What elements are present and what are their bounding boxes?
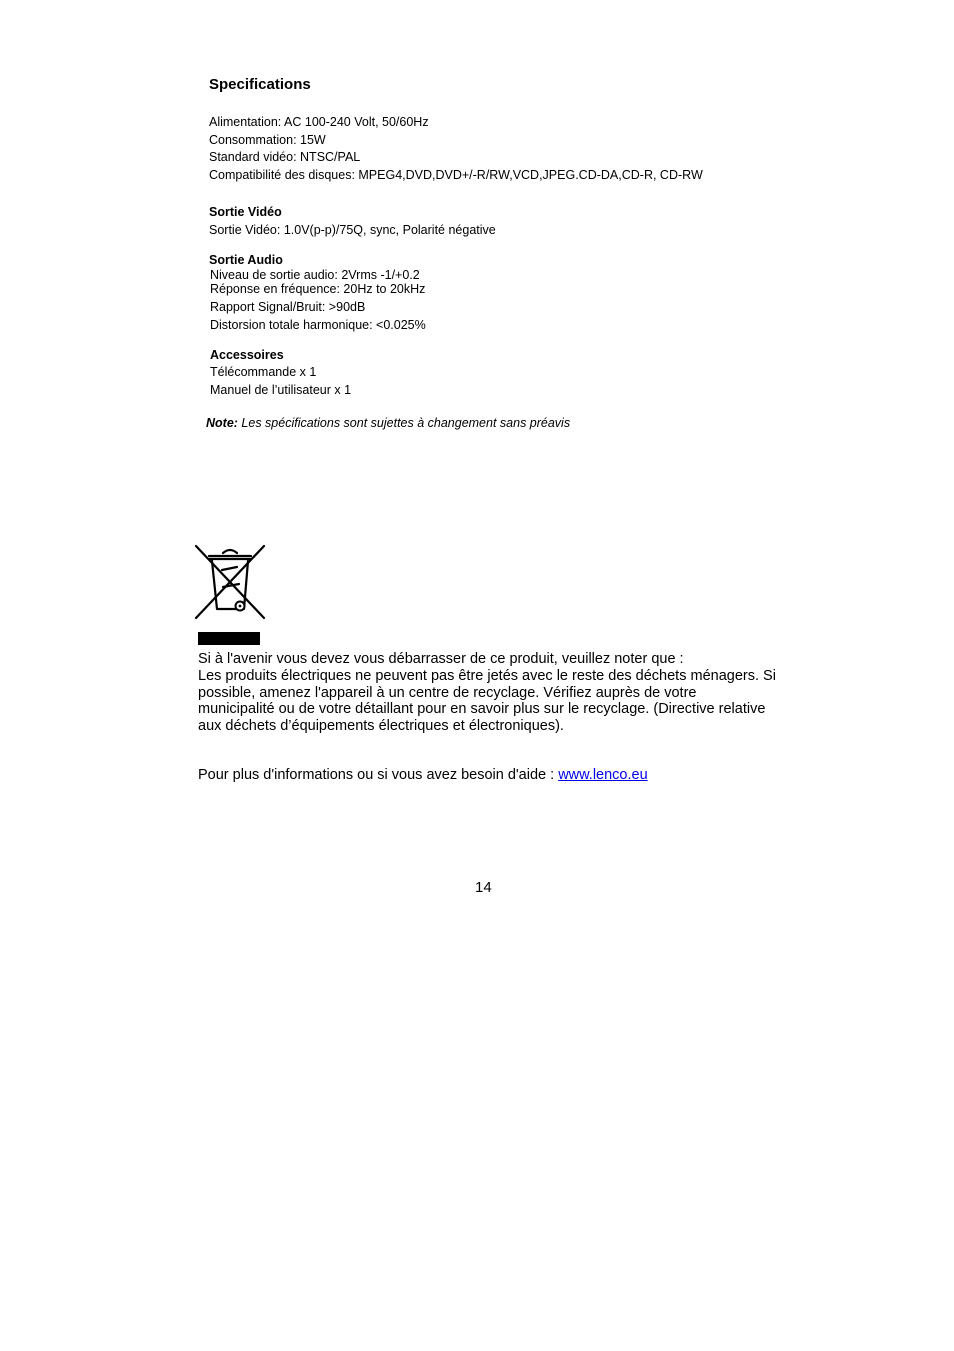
note-text: Les spécifications sont sujettes à changement sans préavis bbox=[237, 416, 571, 430]
spec-disc-compatibility: Compatibilité des disques: MPEG4,DVD,DVD+/-R/RW,VCD,JPEG.CD-DA,CD-R, CD-RW bbox=[209, 168, 703, 182]
video-heading: Sortie Vidéo bbox=[209, 205, 282, 219]
website-link[interactable]: www.lenco.eu bbox=[558, 767, 648, 783]
spec-consumption: Consommation: 15W bbox=[209, 133, 326, 147]
disposal-body: Les produits électriques ne peuvent pas être jetés avec le reste des déchets ménagers. Si possible, amenez l'appareil à un centre de recyclage. Vérifiez auprès de votre municipalité ou de votre détaillant pour en savoir plus sur le recyclage. (Directive relative aux déchets d’équipements électriques et électroniques). bbox=[198, 667, 776, 735]
audio-line: Distorsion totale harmonique: <0.025% bbox=[210, 318, 426, 332]
accessory-item: Manuel de l’utilisateur x 1 bbox=[210, 383, 352, 397]
accessories-heading: Accessoires bbox=[210, 348, 284, 362]
note-label: Note: bbox=[206, 416, 238, 430]
disposal-intro: Si à l'avenir vous devez vous débarrasser de ce produit, veuillez noter que : bbox=[198, 651, 684, 667]
crossed-out-wheelie-bin-icon bbox=[193, 543, 267, 647]
spec-video-standard: Standard vidéo: NTSC/PAL bbox=[209, 150, 361, 164]
info-text: Pour plus d'informations ou si vous avez besoin d'aide : bbox=[198, 767, 559, 783]
spec-power: Alimentation: AC 100-240 Volt, 50/60Hz bbox=[209, 115, 429, 129]
video-line: Sortie Vidéo: 1.0V(p-p)/75Q, sync, Polarité négative bbox=[209, 223, 496, 237]
page-title: Specifications bbox=[209, 76, 311, 93]
info-line bbox=[198, 767, 648, 783]
audio-heading: Sortie Audio bbox=[209, 253, 283, 267]
disposal-notice bbox=[198, 651, 776, 735]
accessory-item: Télécommande x 1 bbox=[210, 365, 317, 379]
audio-line: Réponse en fréquence: 20Hz to 20kHz bbox=[210, 282, 426, 296]
page-number: 14 bbox=[475, 879, 492, 896]
audio-line: Rapport Signal/Bruit: >90dB bbox=[210, 300, 366, 314]
audio-line: Niveau de sortie audio: 2Vrms -1/+0.2 bbox=[210, 268, 420, 282]
note bbox=[206, 416, 570, 430]
